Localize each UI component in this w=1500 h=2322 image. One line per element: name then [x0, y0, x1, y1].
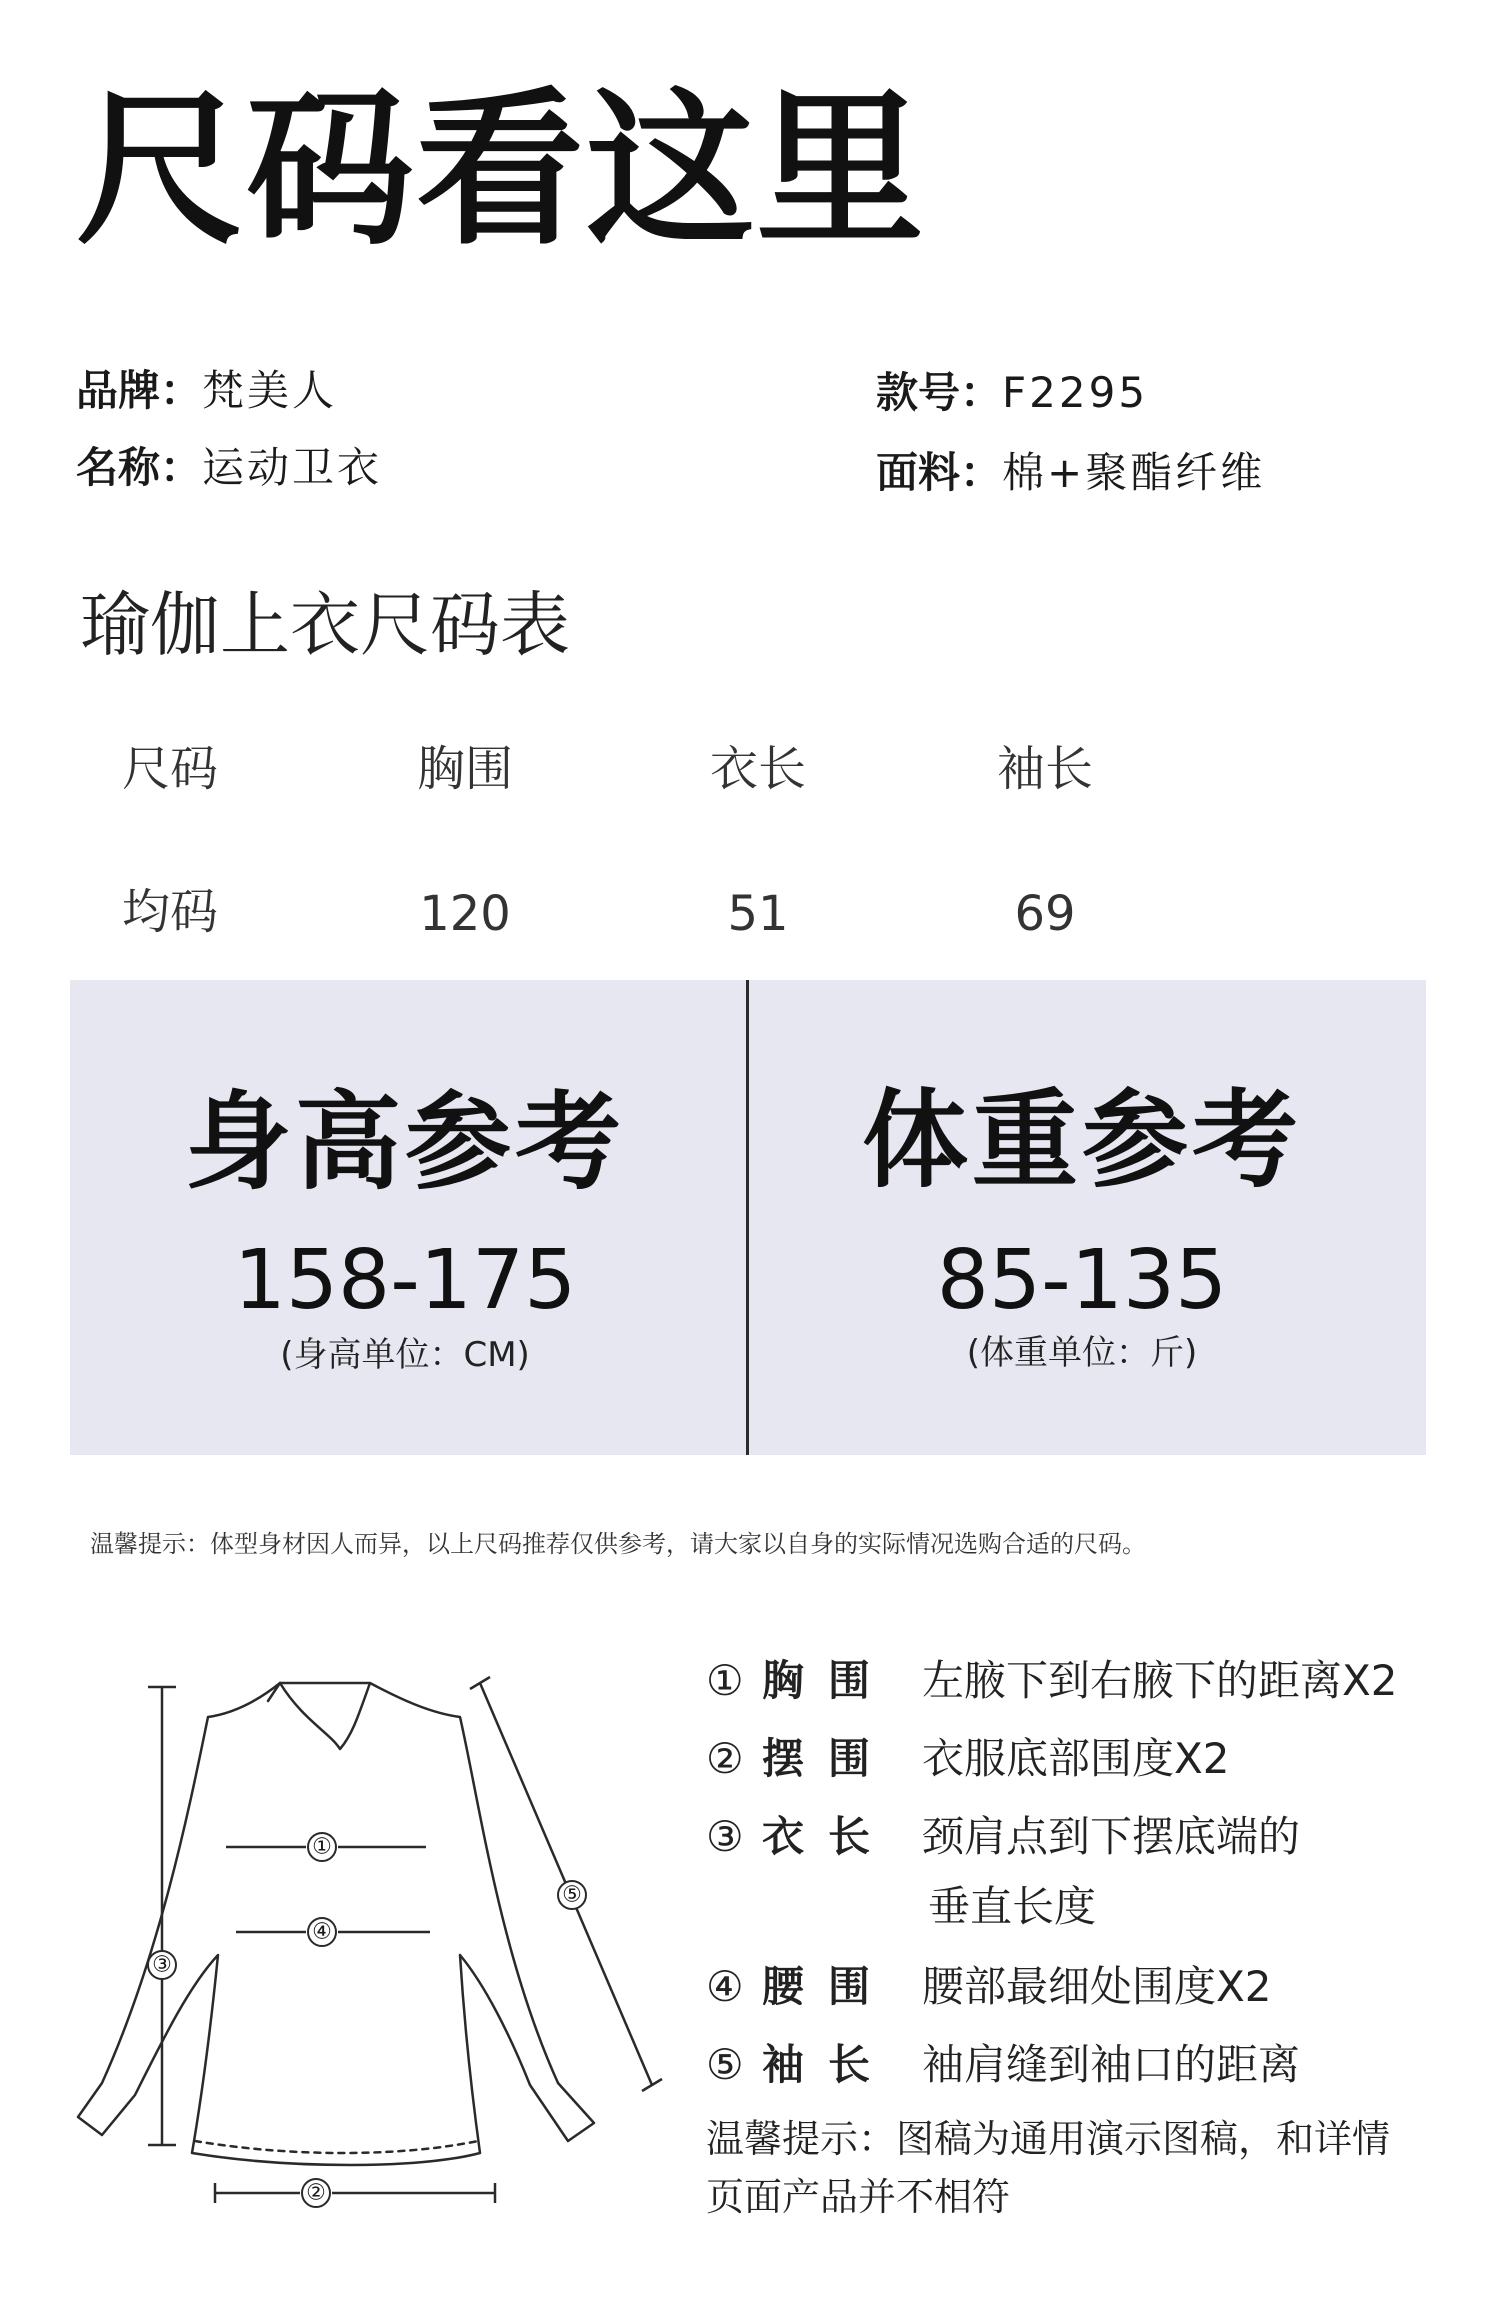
- height-ref-heading: 身高参考: [185, 1081, 625, 1204]
- height-ref-unit: (身高单位：CM): [280, 1335, 530, 1375]
- brand-label: 品牌：: [76, 366, 203, 415]
- legend-name: 袖长: [762, 2040, 895, 2089]
- legend-name: 腰围: [762, 1962, 895, 2011]
- table-header-length: 衣长: [709, 741, 806, 797]
- table-header-size: 尺码: [121, 741, 218, 797]
- legend-desc: 腰部最细处围度X2: [922, 1962, 1272, 2011]
- legend-name: 摆围: [762, 1734, 895, 1783]
- garment-diagram: [40, 1655, 680, 2215]
- legend-item-chest: [706, 1656, 1398, 1705]
- legend-item-sleeve: [706, 2040, 1301, 2089]
- diagram-label-waist: ④: [312, 1919, 332, 1945]
- size-table-title: 瑜伽上衣尺码表: [80, 584, 570, 666]
- table-cell-chest: 120: [419, 886, 511, 942]
- legend-num: ⑤: [706, 2040, 744, 2089]
- brand-value: 梵美人: [202, 366, 338, 415]
- legend-desc-continued: 垂直长度: [928, 1882, 1097, 1931]
- weight-ref-unit: (体重单位：斤): [966, 1333, 1198, 1373]
- name-value: 运动卫衣: [202, 443, 383, 492]
- style-info: [876, 368, 1149, 417]
- diagram-label-chest: ①: [312, 1834, 332, 1860]
- table-cell-length: 51: [727, 886, 789, 942]
- legend-desc: 颈肩点到下摆底端的: [922, 1812, 1301, 1861]
- legend-num: ②: [706, 1734, 744, 1783]
- brand-info: [76, 366, 338, 415]
- fabric-value: 棉+聚酯纤维: [1002, 448, 1266, 497]
- table-cell-sleeve: 69: [1014, 886, 1076, 942]
- garment-outline: [78, 1683, 594, 2165]
- name-info: [76, 443, 383, 492]
- diagram-label-hem: ②: [306, 2180, 326, 2206]
- legend-desc: 袖肩缝到袖口的距离: [922, 2040, 1301, 2089]
- panel-divider: [746, 980, 749, 1455]
- weight-ref-heading: 体重参考: [862, 1079, 1302, 1202]
- legend-name: 胸围: [762, 1656, 895, 1705]
- legend-desc: 衣服底部围度X2: [922, 1734, 1230, 1783]
- style-label: 款号：: [876, 368, 1003, 417]
- legend-num: ③: [706, 1812, 744, 1861]
- legend-item-hem: [706, 1734, 1230, 1783]
- legend-item-waist: [706, 1962, 1272, 2011]
- diagram-label-sleeve: ⑤: [562, 1882, 582, 1908]
- style-value: F2295: [1002, 368, 1149, 417]
- legend-num: ①: [706, 1656, 744, 1705]
- height-ref-value: 158-175: [233, 1233, 577, 1328]
- fabric-label: 面料：: [876, 448, 1003, 497]
- table-header-sleeve: 袖长: [996, 741, 1093, 797]
- page-title: 尺码看这里: [76, 72, 926, 268]
- legend-num: ④: [706, 1962, 744, 2011]
- size-tip: 温馨提示：体型身材因人而异，以上尺码推荐仅供参考，请大家以自身的实际情况选购合适的尺码。: [90, 1530, 1146, 1558]
- table-cell-size: 均码: [121, 884, 218, 940]
- fabric-info: [876, 448, 1266, 497]
- legend-item-length: [706, 1812, 1301, 1861]
- diagram-label-length: ③: [152, 1952, 172, 1978]
- table-header-chest: 胸围: [416, 741, 513, 797]
- name-label: 名称：: [76, 443, 203, 492]
- legend-name: 衣长: [762, 1812, 895, 1861]
- weight-ref-value: 85-135: [936, 1233, 1228, 1328]
- footnote-line-2: 页面产品并不相符: [706, 2175, 1011, 2219]
- footnote-line-1: 温馨提示：图稿为通用演示图稿，和详情: [706, 2117, 1391, 2161]
- garment-neckline: [280, 1683, 370, 1749]
- legend-desc: 左腋下到右腋下的距离X2: [922, 1656, 1398, 1705]
